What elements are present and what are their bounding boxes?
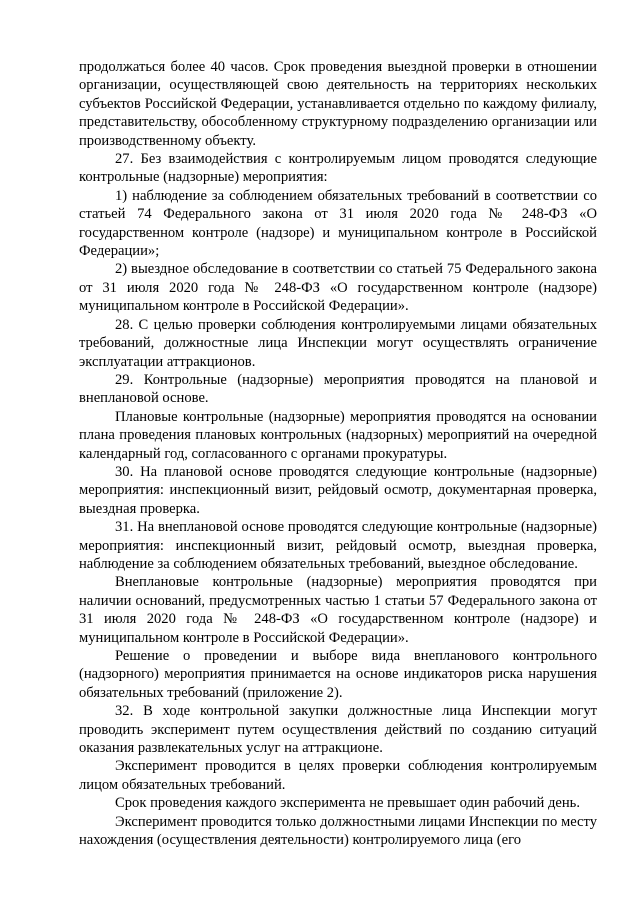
paragraph-32-location: Эксперимент проводится только должностными лицами Инспекции по месту нахождения (осуществления деятельности) контролируемого лица (его [79,813,597,849]
paragraph-32: 32. В ходе контрольной закупки должностные лица Инспекции могут проводить эксперимент путем осуществления действий по созданию ситуаций оказания развлекательных услуг на аттракционе. [79,703,597,757]
document-page [79,58,597,849]
paragraph-32-purpose: Эксперимент проводится в целях проверки соблюдения контролируемым лицом обязательных требований. [79,758,597,793]
paragraph-28: 28. С целью проверки соблюдения контролируемыми лицами обязательных требований, должностные лица Инспекции могут осуществлять ограничение эксплуатации аттракционов. [79,316,597,370]
paragraph-31-unplanned: Внеплановые контрольные (надзорные) мероприятия проводятся при наличии оснований, предусмотренных частью 1 статьи 57 Федерального закона от 31 июля 2020 года № 248-ФЗ «О государственном контроле (надзоре) и муниципальном контроле в Российской Федерации». [79,574,597,646]
paragraph-32-duration: Срок проведения каждого эксперимента не превышает один рабочий день. [115,795,580,812]
paragraph-29-planned: Плановые контрольные (надзорные) мероприятия проводятся на основании плана проведения плановых контрольных (надзорных) мероприятий на очередной календарный год, согласованного с органами прокуратуры. [79,408,597,462]
paragraph-31: 31. На внеплановой основе проводятся следующие контрольные (надзорные) мероприятия: инспекционный визит, рейдовый осмотр, выездная проверка, наблюдение за соблюдением обязательных требований, выездное обследование. [79,519,597,572]
paragraph-27: 27. Без взаимодействия с контролируемым лицом проводятся следующие контрольные (надзорные) мероприятия: [79,151,597,186]
paragraph-29: 29. Контрольные (надзорные) мероприятия проводятся на плановой и внеплановой основе. [79,371,597,407]
paragraph-continuation: продолжаться более 40 часов. Срок проведения выездной проверки в отношении организации, осуществляющей свою деятельность на территориях нескольких субъектов Российской Федерации, устанавливается отдельно по каждому филиалу, представительству, обособленному структурному подразделению организации или производственному объекту. [79,59,597,149]
paragraph-30: 30. На плановой основе проводятся следующие контрольные (надзорные) мероприятия: инспекционный визит, рейдовый осмотр, документарная проверка, выездная проверка. [79,463,597,517]
paragraph-27-item-2: 2) выездное обследование в соответствии со статьей 75 Федерального закона от 31 июля 2020 года № 248-ФЗ «О государственном контроле (надзоре) муниципальном контроле в Российской Федерации». [79,261,597,315]
paragraph-27-item-1: 1) наблюдение за соблюдением обязательных требований в соответствии со статьей 74 Федерального закона от 31 июля 2020 года № 248-ФЗ «О государственном контроле (надзоре) и муниципальном контроле в Российской Федерации»; [79,187,597,260]
paragraph-31-decision: Решение о проведении и выборе вида внепланового контрольного (надзорного) мероприятия принимается на основе индикаторов риска нарушения обязательных требований (приложение 2). [79,648,597,701]
